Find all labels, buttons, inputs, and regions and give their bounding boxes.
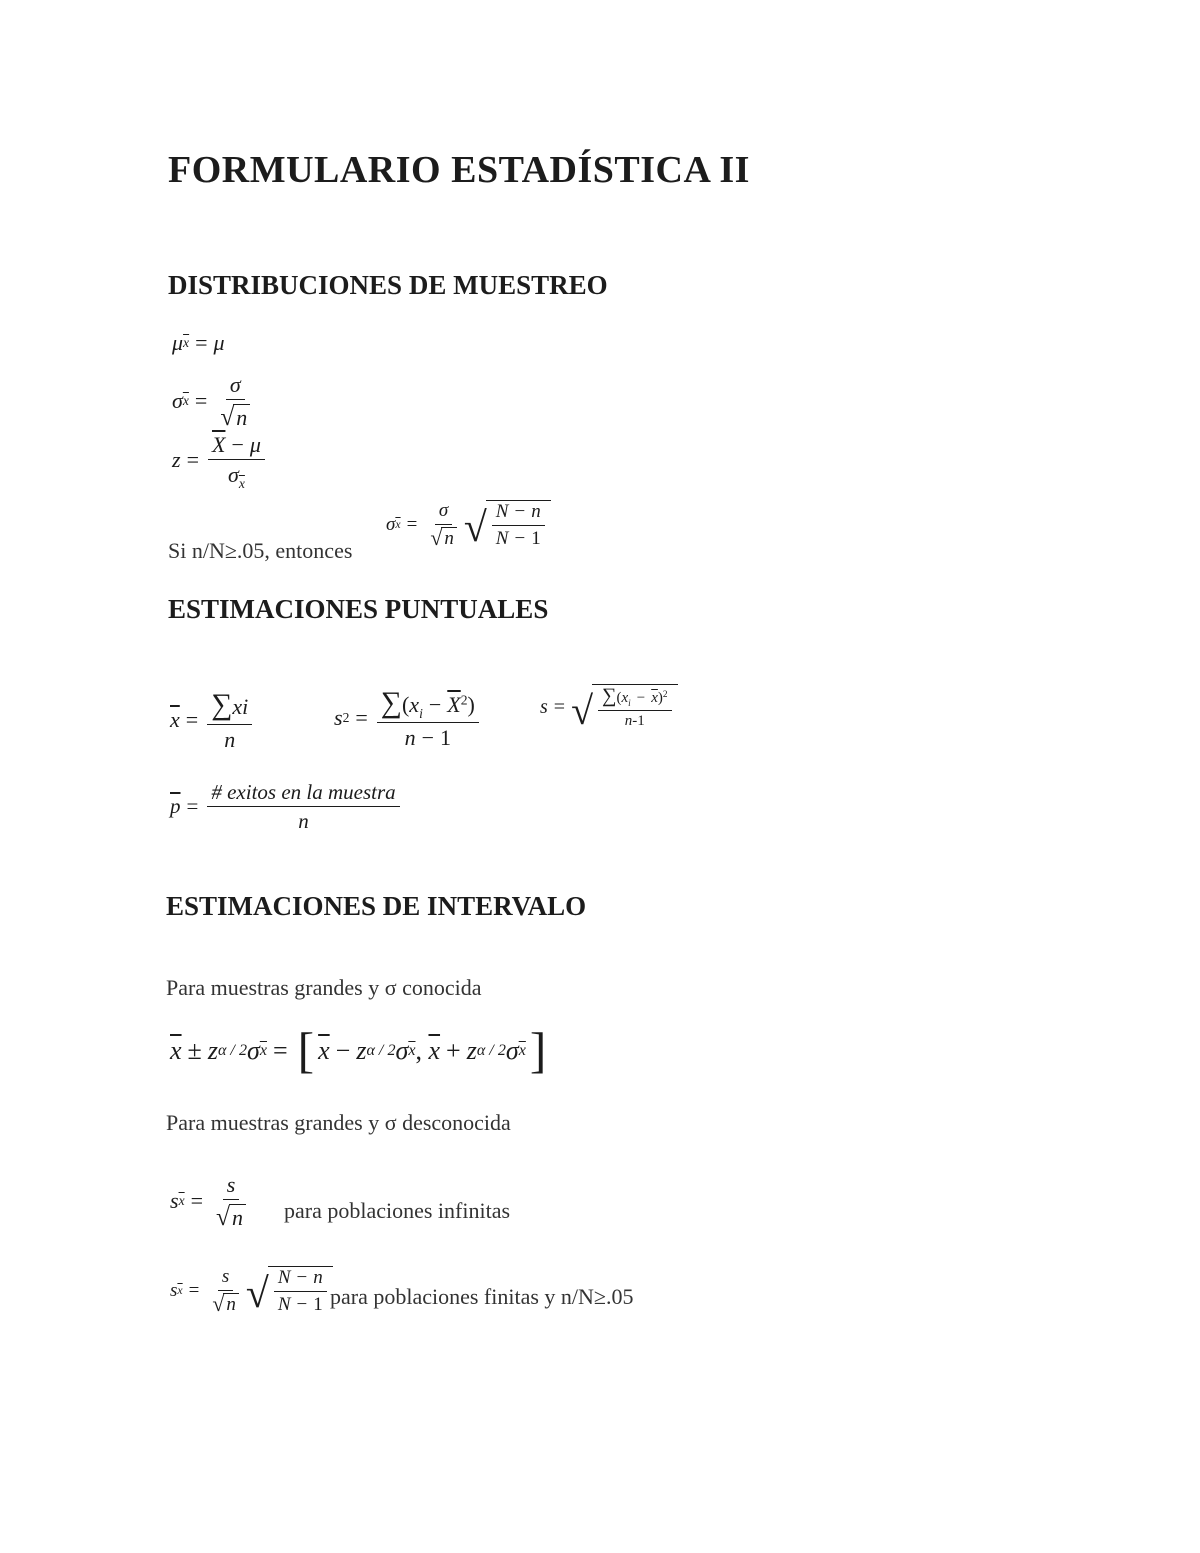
- infinite-population-text: para poblaciones infinitas: [284, 1198, 511, 1223]
- formula-mean-of-means: μ $\overline{x}$ = μ: [172, 330, 225, 355]
- formula-se-infinite: s $\overline{x}$ = s √ n: [170, 1172, 253, 1230]
- case-known-sigma: Para muestras grandes y σ conocida: [166, 975, 482, 1000]
- formula-finite-correction: σ $\overline{x}$ = σ √ n √ $\frac{N - n}{N - 1}$: [386, 500, 551, 550]
- proportion-numerator: # exitos en la muestra: [207, 780, 399, 807]
- formula-sample-variance: s 2 = $\frac{\sum(x_i - \overline{X}^2)}{n - 1}$: [334, 686, 482, 750]
- formula-interval-known-sigma: $\overline{x}$ ± z α / 2 σ $\overline{x}$ = [ $\overline{x}$ − z α / 2 σ $\overline{x}$ , $\overline{x}$ + z α / 2 σ $\overline{x}$ ]: [170, 1023, 547, 1078]
- page-title: FORMULARIO ESTADÍSTICA II: [168, 149, 750, 191]
- case-unknown-sigma: Para muestras grandes y σ desconocida: [166, 1110, 511, 1135]
- section-heading-intervalo: ESTIMACIONES DE INTERVALO: [166, 891, 587, 921]
- formula-z-score: z = $\frac{\overline{X} - \mu}{\sigma_{\overline{x}}}$: [172, 432, 268, 488]
- formula-standard-error: σ $\overline{x}$ = σ √ n: [172, 372, 257, 430]
- formula-sample-mean: $\overline{x}$ = $\frac{\sum xi}{n}$: [170, 688, 255, 752]
- condition-text: Si n/N≥.05, entonces: [168, 538, 353, 563]
- formula-sample-std: s = √ $\frac{\sum(x_i - \overline{x})^2}{n-1}$: [540, 684, 678, 731]
- formula-sample-proportion: $\overline{p}$ = $\frac{\text{\# exitos en la muestra}}{n}$: [170, 780, 403, 833]
- finite-population-text: para poblaciones finitas y n/N≥.05: [330, 1284, 634, 1309]
- section-heading-puntuales: ESTIMACIONES PUNTUALES: [168, 594, 549, 624]
- section-heading-muestreo: DISTRIBUCIONES DE MUESTREO: [168, 270, 608, 300]
- formula-se-finite: s $\overline{x}$ = s √ n √ $\frac{N - n}{N - 1}$: [170, 1266, 333, 1316]
